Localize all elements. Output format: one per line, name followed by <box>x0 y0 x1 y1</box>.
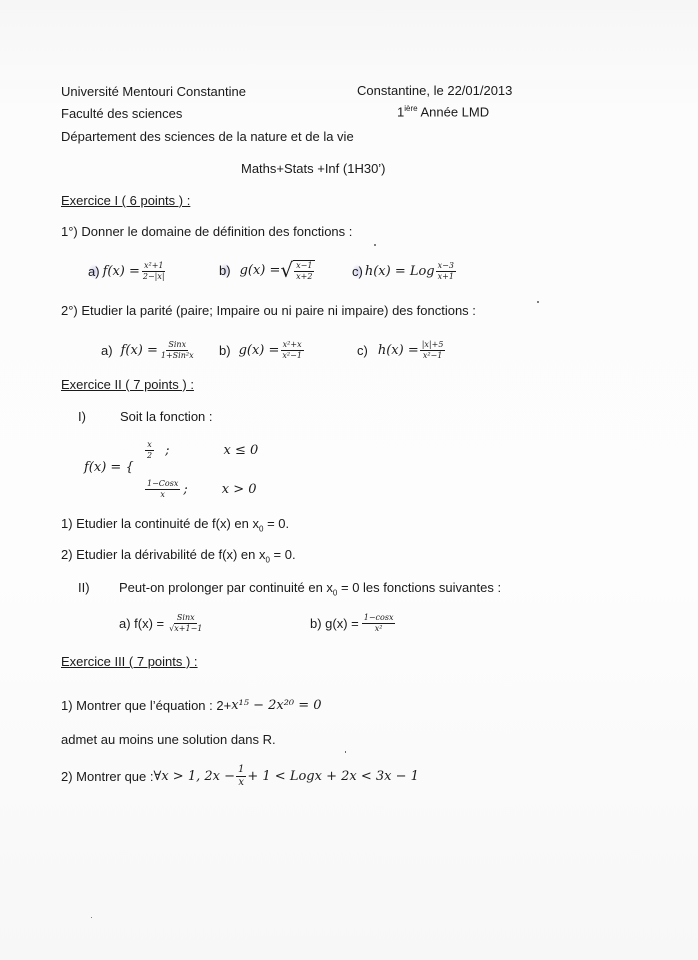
fraction-numerator: 1−Cosx <box>147 478 179 488</box>
fraction-denominator: x²−1 <box>282 350 302 360</box>
ex1-q1b-label: b) <box>219 262 231 278</box>
fraction-denominator: x <box>238 776 244 788</box>
university-name: Université Mentouri Constantine <box>61 84 246 99</box>
case2-fraction <box>145 480 180 499</box>
ex2-part-2-label: II) <box>78 580 90 595</box>
year-superscript: ière <box>404 104 418 113</box>
piecewise-case-1 <box>144 437 258 463</box>
fraction-numerator: 1−cosx <box>363 612 394 622</box>
ex2-part-2-text <box>119 580 501 598</box>
case2-separator: ; <box>183 481 188 497</box>
ex2-part2-text-end: = 0 les fonctions suivantes : <box>337 580 502 595</box>
fraction-numerator: x−3 <box>437 260 454 270</box>
fraction-numerator: x²+1 <box>143 260 164 270</box>
ex1-q2b-label: b) <box>219 342 231 358</box>
ex3-question-1 <box>61 698 322 713</box>
radical-sign: √ <box>169 623 175 633</box>
ex1-q1a-lhs: f(x) = <box>102 263 140 279</box>
ex2-q2-text: 2) Etudier la dérivabilité de f(x) en x <box>61 547 266 562</box>
ex1-q2a-lhs: f(x) = <box>120 342 158 358</box>
fraction-numerator: x²+x <box>282 339 302 349</box>
ex2-question-1 <box>61 516 289 534</box>
ex3-q2-text: 2) Montrer que : <box>61 768 154 784</box>
piecewise-function-lhs: f(x) = { <box>84 460 134 475</box>
fraction-numerator: Sinx <box>176 612 195 622</box>
fraction-denominator: x² <box>374 623 383 633</box>
exercise-3-title: Exercice III ( 7 points ) : <box>61 654 198 669</box>
fraction-numerator: x−1 <box>296 260 313 270</box>
ex1-q1c-lhs: h(x) = Log <box>364 263 435 279</box>
ex2-question-2 <box>61 547 296 565</box>
fraction-denominator: 2 <box>147 450 153 460</box>
fraction-denominator: x+2 <box>296 271 313 281</box>
scan-speck <box>374 244 376 246</box>
ex3-q2-fraction <box>236 765 246 788</box>
fraction-numerator: Sinx <box>168 339 187 349</box>
ex1-q1c-label: c) <box>352 263 363 279</box>
ex2-part2-text-start: Peut-on prolonger par continuité en x <box>119 580 333 595</box>
ex2-part2-item-b <box>310 608 396 638</box>
ex2-q2-text-end: = 0. <box>269 547 296 562</box>
fraction-denominator: 1+Sin²x <box>160 350 194 360</box>
ex1-question-1: 1°) Donner le domaine de définition des fonctions : <box>61 224 353 239</box>
case2-condition: x > 0 <box>221 481 257 497</box>
year-label: Année LMD <box>417 104 490 120</box>
denominator-rest: −1 <box>190 623 203 633</box>
case1-fraction <box>145 441 154 460</box>
exam-date: Constantine, le 22/01/2013 <box>357 83 513 98</box>
ex3-question-2 <box>61 761 419 791</box>
ex2-q2-subscript: 0 <box>265 555 270 565</box>
fraction-denominator <box>167 624 204 633</box>
ex1-q1c-fraction <box>436 262 456 281</box>
ex2-part-1-text: Soit la fonction : <box>120 409 213 424</box>
scan-speck <box>91 917 92 918</box>
ex1-q2-item-c <box>357 336 446 364</box>
ex1-q1-item-a <box>88 256 168 286</box>
piecewise-case-2 <box>144 476 257 502</box>
ex1-q1a-fraction <box>141 262 167 281</box>
ex2-part2-item-a <box>119 608 205 638</box>
faculty-name: Faculté des sciences <box>61 106 183 121</box>
fraction-denominator: x+1 <box>437 271 454 281</box>
exercise-1-title: Exercice I ( 6 points ) : <box>61 193 191 208</box>
case1-condition: x ≤ 0 <box>223 442 259 458</box>
ex1-q2c-label: c) <box>357 342 368 358</box>
year-number: 1 <box>397 104 405 120</box>
fraction-denominator: x²−1 <box>422 350 443 360</box>
ex1-q2c-fraction <box>420 341 446 360</box>
ex1-q1a-label: a) <box>88 263 100 279</box>
ex1-q1b-lhs: g(x) = <box>239 262 281 278</box>
scan-speck <box>345 751 346 753</box>
ex1-q1b-sqrt <box>280 257 315 282</box>
ex1-q2b-lhs: g(x) = <box>238 342 280 358</box>
p2b-label: b) g(x) = <box>310 615 359 631</box>
radicand: x+1 <box>174 623 191 633</box>
department-name: Département des sciences de la nature et de la vie <box>61 129 354 144</box>
p2a-label: a) f(x) = <box>119 615 165 631</box>
exercise-2-title: Exercice II ( 7 points ) : <box>61 377 194 392</box>
ex2-q1-subscript: 0 <box>259 524 264 534</box>
ex3-q2-inequality-end: + 1 < Logx + 2x < 3x − 1 <box>247 768 419 784</box>
ex3-question-1-line-2: admet au moins une solution dans R. <box>61 732 276 747</box>
ex2-part2-subscript: 0 <box>332 588 338 598</box>
fraction-numerator: 1 <box>238 763 245 775</box>
ex1-q1-item-c <box>352 256 457 286</box>
ex3-q1-equation: x¹⁵ − 2x²⁰ = 0 <box>231 698 322 713</box>
fraction-denominator: x <box>160 489 165 499</box>
fraction-numerator: x <box>147 439 152 449</box>
ex2-part-1-label: I) <box>78 409 86 424</box>
ex1-q2a-fraction <box>159 341 196 360</box>
ex1-q2c-lhs: h(x) = <box>377 342 419 358</box>
ex1-q2-item-b <box>219 336 305 364</box>
ex1-q2b-fraction <box>280 341 304 360</box>
p2b-fraction <box>362 614 396 633</box>
ex2-q1-text: 1) Etudier la continuité de f(x) en x <box>61 516 259 531</box>
fraction-denominator: 2−|x| <box>142 271 165 281</box>
case1-separator: ; <box>165 442 170 458</box>
ex2-q1-text-end: = 0. <box>263 516 290 531</box>
ex1-q2-item-a <box>101 336 197 364</box>
ex1-q1-item-b <box>219 254 315 286</box>
ex3-q2-inequality-start: ∀x > 1, 2x − <box>153 768 235 784</box>
radical-sign: √ <box>280 257 294 282</box>
ex1-question-2: 2°) Etudier la parité (paire; Impaire ou ni paire ni impaire) des fonctions : <box>61 303 476 318</box>
scan-speck <box>537 301 539 303</box>
academic-year <box>397 104 489 119</box>
ex1-q1b-fraction <box>294 262 314 281</box>
p2a-fraction <box>167 614 204 633</box>
fraction-numerator: |x|+5 <box>421 339 444 349</box>
ex1-q2a-label: a) <box>101 342 113 358</box>
ex3-q1-text: 1) Montrer que l’équation : 2+ <box>61 698 232 713</box>
subject-title: Maths+Stats +Inf (1H30’) <box>241 161 386 176</box>
